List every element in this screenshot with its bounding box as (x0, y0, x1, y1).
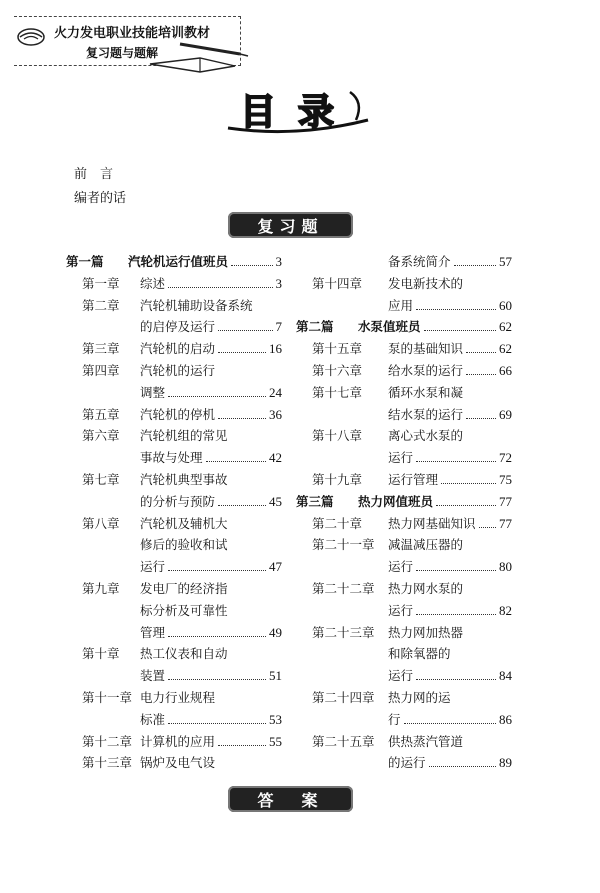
toc-entry (82, 751, 282, 771)
toc-leader-dots (416, 614, 496, 615)
toc-text: 和除氧器的 (388, 646, 451, 662)
toc-entry (312, 642, 512, 662)
toc-entry (312, 294, 512, 314)
toc-entry (82, 555, 282, 575)
toc-part-entry (296, 490, 512, 510)
toc-label: 第十三章 (82, 755, 133, 771)
toc-label: 第十七章 (312, 384, 363, 400)
series-title: 火力发电职业技能培训教材 (54, 26, 211, 41)
toc-text: 供热蒸汽管道 (388, 733, 464, 749)
toc-text: 水泵值班员 (358, 319, 421, 335)
toc-entry (82, 359, 282, 379)
toc-page-number: 80 (499, 559, 512, 575)
toc-entry (312, 403, 512, 423)
toc-leader-dots (466, 352, 496, 353)
toc-leader-dots (218, 418, 266, 419)
toc-entry (82, 533, 282, 553)
toc-leader-dots (429, 766, 496, 767)
toc-text: 计算机的应用 (140, 733, 216, 749)
toc-part-entry (296, 315, 512, 335)
toc-label: 第二十五章 (312, 733, 375, 749)
toc-entry (82, 490, 282, 510)
toc-text: 汽轮机及辅机大 (140, 515, 228, 531)
toc-page-number: 62 (499, 319, 512, 335)
toc-leader-dots (466, 374, 496, 375)
toc-entry (312, 686, 512, 706)
toc-leader-dots (416, 461, 496, 462)
toc-label: 第三篇 (296, 493, 334, 509)
toc-leader-dots (218, 330, 272, 331)
toc-entry (82, 468, 282, 488)
toc-label: 第十一章 (82, 690, 133, 705)
toc-entry (312, 533, 512, 553)
toc-page-number: 16 (269, 341, 282, 357)
toc-entry (82, 577, 282, 597)
toc-label: 第九章 (82, 581, 120, 596)
toc-leader-dots (168, 396, 266, 397)
toc-text: 应用 (388, 297, 414, 313)
toc-label: 第八章 (82, 515, 120, 531)
toc-text: 运行管理 (388, 472, 439, 487)
toc-leader-dots (424, 330, 496, 331)
toc-entry (312, 577, 512, 597)
toc-text: 运行 (140, 559, 166, 575)
toc-label: 第二十章 (312, 515, 363, 531)
toc-page-number: 57 (499, 254, 512, 269)
toc-page-number: 66 (499, 363, 512, 378)
toc-leader-dots (231, 265, 272, 266)
toc-label: 第二篇 (296, 319, 334, 335)
toc-entry (312, 512, 512, 532)
toc-leader-dots (218, 352, 266, 353)
toc-text: 的分析与预防 (140, 493, 216, 509)
toc-entry (82, 294, 282, 314)
toc-entry (82, 272, 282, 292)
toc-text: 结水泵的运行 (388, 406, 464, 422)
toc-leader-dots (454, 265, 496, 266)
toc-leader-dots (168, 570, 266, 571)
toc-label: 第六章 (82, 428, 120, 444)
toc-text: 离心式水泵的 (388, 428, 464, 444)
toc-leader-dots (168, 679, 266, 680)
toc-page-number: 36 (269, 406, 282, 422)
toc-page-number: 49 (269, 624, 282, 640)
toc-entry (312, 424, 512, 444)
toc-entry (312, 381, 512, 401)
toc-label: 第四章 (82, 363, 120, 378)
toc-leader-dots (479, 527, 496, 528)
toc-entry (312, 751, 512, 771)
toc-page-number: 51 (269, 668, 282, 684)
toc-page-number: 89 (499, 755, 512, 771)
toc-label: 第三章 (82, 341, 120, 357)
toc-entry (312, 359, 512, 379)
page-title: 目录 (240, 92, 357, 133)
toc-page-number: 47 (269, 559, 282, 575)
toc-text: 热力网加热器 (388, 624, 464, 640)
toc-label: 第十二章 (82, 733, 133, 749)
toc-label: 第二十一章 (312, 537, 375, 553)
toc-page-number: 82 (499, 602, 512, 618)
toc-label: 第十六章 (312, 363, 363, 378)
toc-page-number: 60 (499, 297, 512, 313)
toc-text: 运行 (388, 559, 414, 575)
toc-page-number: 7 (275, 319, 282, 335)
toc-text: 热力网水泵的 (388, 581, 464, 596)
toc-leader-dots (416, 679, 496, 680)
toc-leader-dots (441, 483, 496, 484)
toc-page-number: 53 (269, 711, 282, 727)
toc-text: 热力网基础知识 (388, 515, 476, 531)
toc-page-number: 45 (269, 493, 282, 509)
toc-text: 汽轮机的运行 (140, 363, 216, 378)
toc-entry (312, 446, 512, 466)
toc-entry (82, 337, 282, 357)
toc-label: 第二十二章 (312, 581, 375, 596)
toc-entry (82, 708, 282, 728)
toc-entry (312, 599, 512, 619)
contents-title (222, 84, 372, 134)
toc-entry (312, 250, 512, 270)
toc-page-number: 75 (499, 472, 512, 487)
toc-entry (82, 446, 282, 466)
toc-text: 汽轮机的停机 (140, 406, 216, 422)
toc-entry (312, 272, 512, 292)
toc-entry (82, 403, 282, 423)
toc-entry (312, 468, 512, 488)
toc-leader-dots (206, 461, 266, 462)
toc-text: 运行 (388, 668, 414, 684)
toc-page-number: 69 (499, 406, 512, 422)
toc-text: 循环水泵和凝 (388, 384, 464, 400)
toc-page-number: 3 (275, 254, 282, 269)
toc-entry (312, 555, 512, 575)
toc-text: 运行 (388, 450, 414, 466)
toc-leader-dots (168, 636, 266, 637)
toc-entry (82, 512, 282, 532)
toc-label: 第一篇 (66, 254, 104, 269)
toc-text: 事故与处理 (140, 450, 203, 466)
toc-entry (82, 664, 282, 684)
toc-entry (312, 337, 512, 357)
toc-page-number: 55 (269, 733, 282, 749)
toc-text: 汽轮机辅助设备系统 (140, 297, 253, 313)
toc-page-number: 77 (499, 493, 512, 509)
toc-entry (82, 730, 282, 750)
toc-text: 减温减压器的 (388, 537, 464, 553)
toc-text: 发电厂的经济指 (140, 581, 228, 596)
toc-leader-dots (168, 723, 266, 724)
section-banner-answers: 答 案 (228, 786, 353, 812)
toc-entry (82, 686, 282, 706)
front-matter-preface: 前 言 (74, 167, 114, 182)
toc-text: 修后的验收和试 (140, 537, 228, 553)
toc-leader-dots (416, 570, 496, 571)
toc-page-number: 62 (499, 341, 512, 357)
toc-label: 第七章 (82, 472, 120, 487)
toc-text: 汽轮机组的常见 (140, 428, 228, 444)
toc-page-number: 42 (269, 450, 282, 466)
toc-label: 第五章 (82, 406, 120, 422)
toc-label: 第二章 (82, 297, 120, 313)
toc-part-entry (66, 250, 282, 270)
toc-label: 第十五章 (312, 341, 363, 357)
toc-text: 行 (388, 711, 401, 727)
toc-text: 管理 (140, 624, 166, 640)
toc-entry (82, 315, 282, 335)
toc-label: 第十四章 (312, 275, 363, 291)
toc-entry (312, 664, 512, 684)
toc-text: 泵的基础知识 (388, 341, 464, 357)
toc-page-number: 24 (269, 384, 282, 400)
toc-text: 汽轮机运行值班员 (128, 254, 229, 269)
toc-page-number: 86 (499, 711, 512, 727)
toc-entry (312, 730, 512, 750)
toc-entry (82, 599, 282, 619)
toc-leader-dots (466, 418, 496, 419)
toc-text: 给水泵的运行 (388, 363, 464, 378)
toc-leader-dots (218, 745, 266, 746)
toc-text: 的运行 (388, 755, 426, 771)
toc-text: 锅炉及电气设 (140, 755, 216, 771)
toc-entry (82, 381, 282, 401)
toc-page-number: 77 (499, 515, 512, 531)
toc-leader-dots (404, 723, 496, 724)
toc-text: 热力网值班员 (358, 493, 434, 509)
section-banner-review: 复习题 (228, 212, 353, 238)
toc-text: 标准 (140, 711, 166, 727)
book-logo-icon (16, 25, 46, 47)
toc-text: 热力网的运 (388, 690, 451, 705)
toc-page-number: 3 (275, 275, 282, 291)
toc-text: 备系统简介 (388, 254, 451, 269)
toc-leader-dots (436, 505, 496, 506)
toc-label: 第十章 (82, 646, 120, 662)
toc-text: 装置 (140, 668, 166, 684)
toc-text: 的启停及运行 (140, 319, 216, 335)
toc-text: 综述 (140, 275, 166, 291)
toc-label: 第十九章 (312, 472, 363, 487)
toc-label: 第一章 (82, 275, 120, 291)
toc-entry (312, 621, 512, 641)
toc-page-number: 72 (499, 450, 512, 466)
toc-text: 标分析及可靠性 (140, 602, 228, 618)
toc-text: 汽轮机的启动 (140, 341, 216, 357)
toc-text: 汽轮机典型事故 (140, 472, 228, 487)
toc-leader-dots (218, 505, 266, 506)
toc-text: 调整 (140, 384, 166, 400)
toc-text: 电力行业规程 (140, 690, 216, 705)
toc-label: 第二十四章 (312, 690, 375, 705)
toc-leader-dots (416, 309, 496, 310)
toc-text: 发电新技术的 (388, 275, 464, 291)
toc-label: 第十八章 (312, 428, 363, 444)
toc-page-number: 84 (499, 668, 512, 684)
book-title: 复习题与题解 (86, 46, 159, 60)
toc-text: 运行 (388, 602, 414, 618)
toc-entry (312, 708, 512, 728)
front-matter-editors-note: 编者的话 (74, 191, 127, 206)
toc-entry (82, 642, 282, 662)
toc-entry (82, 424, 282, 444)
toc-label: 第二十三章 (312, 624, 375, 640)
pen-book-icon (140, 36, 260, 76)
toc-entry (82, 621, 282, 641)
toc-leader-dots (168, 287, 272, 288)
toc-text: 热工仪表和自动 (140, 646, 228, 662)
